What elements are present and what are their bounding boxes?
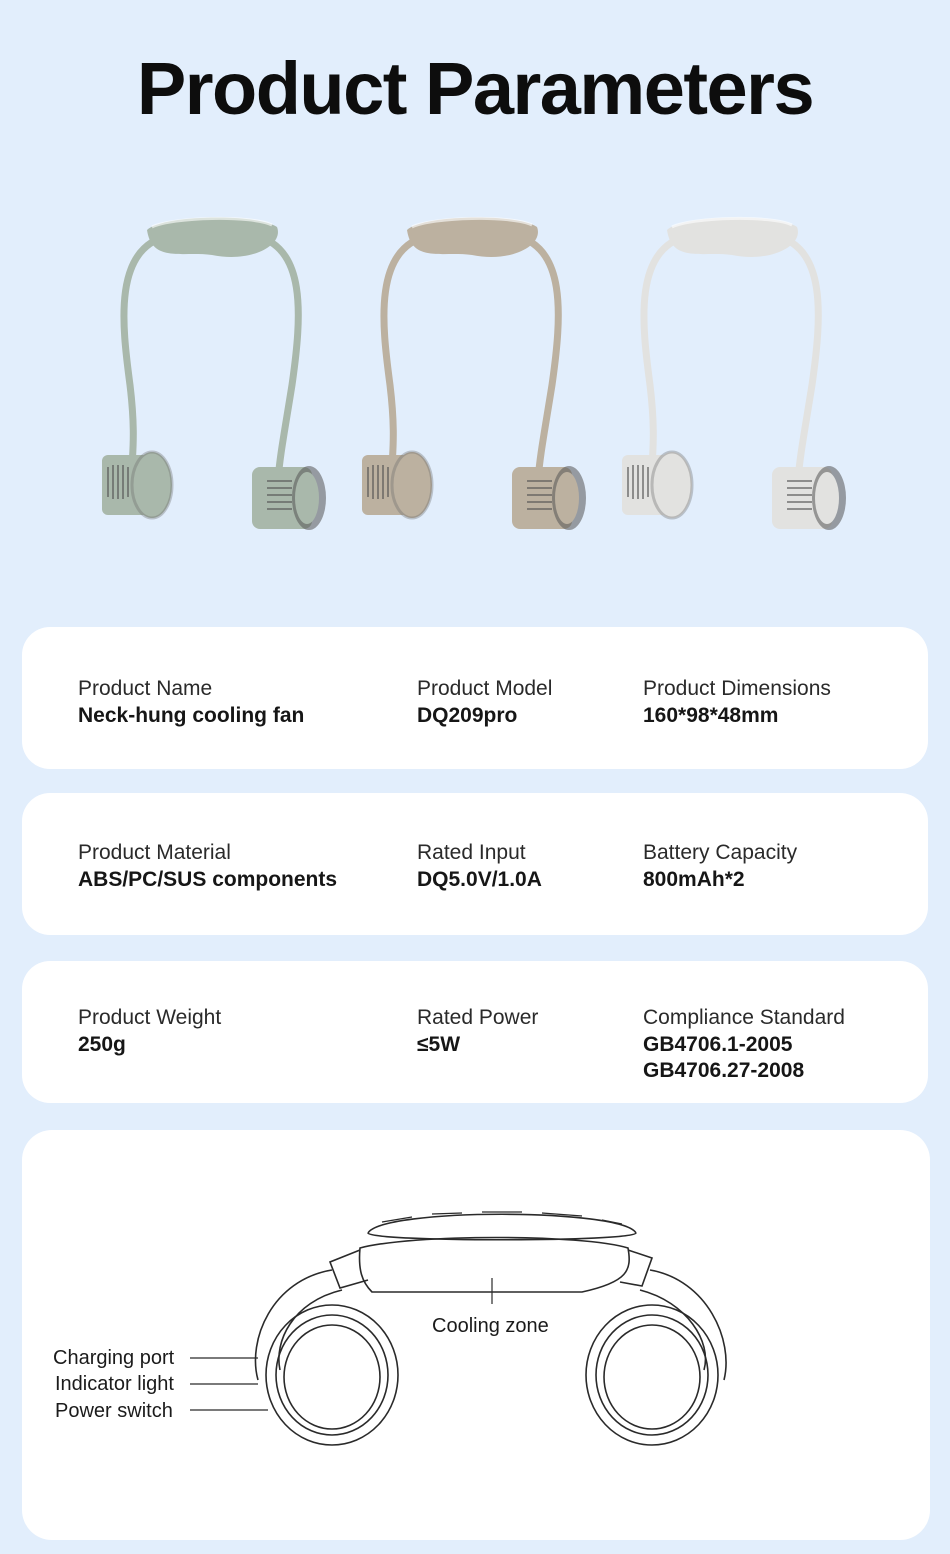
spec-value: 250g [78,1033,126,1056]
spec-label: Product Name [78,677,213,700]
spec-value: 800mAh*2 [643,868,745,891]
spec-label: Rated Input [417,841,526,864]
page-title: Product Parameters [136,47,814,130]
product-photos [0,190,950,590]
khaki-fan-image [362,218,586,530]
cooling-zone-label: Cooling zone [432,1315,549,1337]
spec-rated-power [417,1004,538,1058]
spec-label: Product Dimensions [643,677,831,700]
spec-label: Rated Power [417,1006,539,1029]
spec-product-weight [78,1004,221,1058]
green-fan-image [102,218,326,530]
spec-card-1 [22,627,928,769]
spec-product-name [78,675,304,729]
spec-value: DQ5.0V/1.0A [417,868,542,891]
spec-card-2 [22,793,928,935]
spec-value: ≤5W [417,1033,461,1056]
diagram-card [22,1130,930,1540]
spec-label: Battery Capacity [643,841,798,864]
spec-battery-capacity [643,839,797,893]
indicator-light-label: Indicator light [55,1373,174,1395]
power-switch-label: Power switch [55,1400,173,1422]
spec-value: GB4706.1-2005 GB4706.27-2008 [643,1033,805,1082]
spec-product-material [78,839,337,893]
white-fan-image [622,218,846,530]
spec-label: Product Weight [78,1006,222,1029]
spec-product-dimensions [643,675,831,729]
spec-value: 160*98*48mm [643,704,779,727]
spec-label: Compliance Standard [643,1006,845,1029]
spec-compliance-standard [643,1004,845,1084]
spec-label: Product Model [417,677,553,700]
spec-value: Neck-hung cooling fan [78,704,305,727]
spec-value: ABS/PC/SUS components [78,868,338,891]
spec-card-3 [22,961,928,1103]
spec-label: Product Material [78,841,231,864]
spec-value: DQ209pro [417,704,518,727]
spec-rated-input [417,839,542,893]
charging-port-label: Charging port [53,1347,175,1369]
spec-product-model [417,675,552,729]
